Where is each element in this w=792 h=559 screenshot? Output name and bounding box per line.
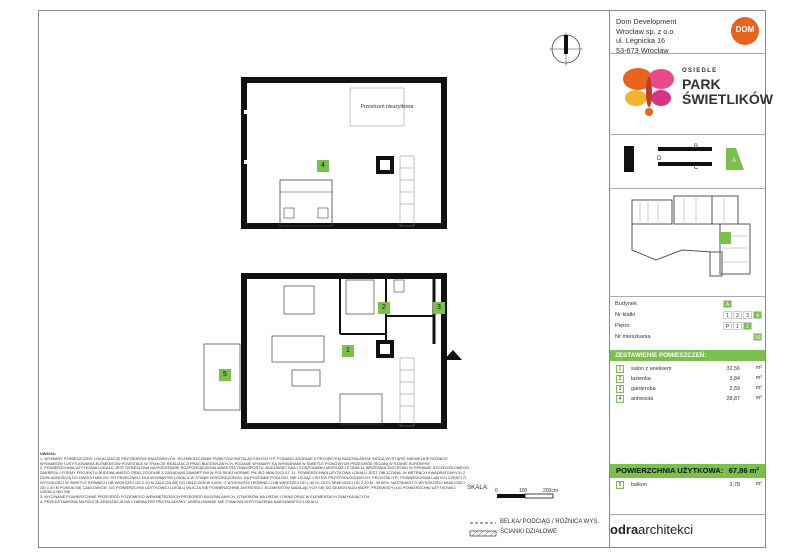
pietro-cell-selected: 2 <box>743 322 752 330</box>
klatka-cell-selected: 4 <box>753 311 762 319</box>
klatka-cell: 1 <box>723 311 732 319</box>
legend-walls: ŚCIANKI DZIAŁOWE <box>500 529 558 535</box>
notes-line: 3. PRZEDSTAWIONA NA RZUCIE ARANŻACJA MA CHARAKTER PRZYKŁADOWY, UMEBLOWANIE NIE STANOWI WYPOSAŻENIA NABYWANEGO LOKALU <box>40 498 319 504</box>
total-area-label: POWIERZCHNIA UŻYTKOWA: <box>616 466 724 475</box>
estate-osiedle: OSIEDLE <box>682 68 718 74</box>
room-name: łazienka <box>631 376 651 382</box>
architect-logo <box>610 522 693 537</box>
info-pietro-label: Piętro <box>615 323 630 329</box>
apartment-location-marker <box>719 232 731 244</box>
map-label-d: D <box>657 156 662 162</box>
divider <box>609 296 766 297</box>
unused-space-label: Przestrzeń nieużytkowa <box>360 104 414 110</box>
plan-room-4-label: 4 <box>317 160 329 172</box>
plan-room-5-label: 5 <box>219 369 231 381</box>
building-key-map <box>612 138 764 186</box>
room-row <box>611 375 764 384</box>
lower-floor-plan <box>204 276 462 426</box>
estate-swietlikow: ŚWIETLIKÓW <box>682 91 773 107</box>
company-block <box>616 17 676 55</box>
park-swietlikow-logo <box>621 62 773 132</box>
room-unit: m² <box>755 385 762 391</box>
room-name: garderoba <box>631 386 656 392</box>
company-city: 53-673 Wrocław <box>616 45 669 55</box>
room-number: 1 <box>616 365 624 373</box>
room-unit: m² <box>755 375 762 381</box>
north-compass-icon <box>547 30 585 68</box>
divider <box>609 514 766 515</box>
divider <box>609 134 766 135</box>
room-row <box>611 395 764 404</box>
room-number: 4 <box>616 395 624 403</box>
room-number: 3 <box>616 385 624 393</box>
company-legal: Wrocław sp. z o.o. <box>616 26 676 36</box>
notes-line: 1. WYMIARY POMIESZCZEŃ, LOKALIZACJĘ PRZYBORÓW SANITARNYCH, ROZMIESZCZENIE PUNKTÓW INSTALACYJNYCH ITP. PODANO ZGODNIE Z PROJEKTEM BUDOWLANYM. MOGĄ WYSTĄPIĆ NIEWIELKIE RÓŻNICE WYMIARÓW I USYTUOWANIA ELEMENTÓW POWSTAŁE W TRAKCIE REALIZACJI PRAC BUDOWLANYCH. PODANE WYMIARY SĄ WYMIARAMI W ŚWIETLE PIONOWYCH PRZEGRÓD (ŚCIAN) W STANIE SUROWYM <box>40 455 448 466</box>
info-mieszkanie-label: Nr mieszkania <box>615 334 651 340</box>
architect-regular: architekci <box>638 522 694 537</box>
room-name: balkon <box>631 482 647 488</box>
legend-beam: BELKA/ PODCIĄG / RÓŻNICA WYS. <box>500 519 600 525</box>
company-name: Dom Development <box>616 17 677 26</box>
info-budynek-label: Budynek <box>615 301 637 307</box>
room-number: 2 <box>616 375 624 383</box>
info-klatka-label: Nr klatki <box>615 312 636 318</box>
room-number: 5 <box>616 481 624 489</box>
scale-tick-0: 0 <box>495 488 498 494</box>
map-label-c: C <box>694 165 699 171</box>
scale-tick-200: 200cm <box>543 488 559 494</box>
budynek-cell: A <box>723 300 732 308</box>
room-row <box>611 385 764 394</box>
plan-room-1-label: 1 <box>342 345 354 357</box>
architect-bold: odra <box>610 522 639 537</box>
firefly-icon <box>621 62 677 122</box>
map-label-a: A <box>732 158 737 164</box>
notes-line: 2. POWIERZCHNIA UŻYTKOWA LOKALU JEST OKREŚLONA NA PODSTAWIE ROZPORZĄDZENIA MINISTRA TRANSPORTU, BUDOWNICTWA I GOSPODARKI MORSKIEJ Z DNIA 11 WRZEŚNIA 2020 ROKU W SPRAWIE SZCZEGÓŁOWEGO ZAKRESU I FORMY PROJEKTU BUDOWLANEGO ORAZ ZGODNIE Z ZASADAMI ZAWARTYMI W POLSKIEJ NORMIE PN-ISO 9836:2022-07. 11. POWIERZCHNIA UŻYTKOWA LOKALU JEST OBLICZANA: W METRACH KWADRATOWYCH Z DOKŁADNOŚCIĄ DO DWÓCH MIEJSC PO PRZECINKU, DLA WYMIARÓW LOKALU W STANIE WYKOŃCZONYM, NA POZIOMIE PODŁOGI, NIE LICZĄC LISTEW PRZYPODŁOGOWYCH, PROGÓW ITP.; POWIERZCHNIA LUB ICH CZĘŚCI O WYSOKOŚCI W ŚWIETLE RÓWNEJ LUB WIĘKSZEJ OD 2,20 M ZALICZA SIĘ DO OBLICZEŃ W 100%, O WYSOKOŚCI RÓWNEJ LUB WIĘKSZEJ OD 1,40 M, LECZ MNIEJSZEJ OD 2,20 M - W 50%, NATOMIAST O WYSOKOŚCI MNIEJSZEJ OD 1,40 M POMIJA SIĘ CAŁKOWICIE. DO POWIERZCHNI UŻYTKOWEJ LOKALU WLICZA SIĘ POWIERZCHNIĘ ANTRESOLI. ELEMENTÓW NADAJĄCYCH SIĘ DO DEMONTAŻU (BUFF, PRZEWODY) DO POWIERZCHNI UŻYTKOWEJ LOKALU NIE SIĘ <box>40 465 470 495</box>
plan-room-2-label: 2 <box>378 302 390 314</box>
room-unit: m² <box>755 395 762 401</box>
room-area: 28,87 <box>726 396 740 402</box>
room-unit: m² <box>755 481 762 487</box>
room-area: 3,78 <box>729 482 740 488</box>
notes-block <box>40 452 470 505</box>
company-street: ul. Legnicka 16 <box>616 36 666 45</box>
map-label-b: B <box>694 144 699 150</box>
total-area <box>610 464 765 478</box>
mieszkanie-cell: 36 <box>754 335 761 341</box>
divider <box>609 188 766 189</box>
pietro-cell: 1 <box>733 322 742 330</box>
scale-tick-100: 100 <box>519 488 528 494</box>
rooms-header: ZESTAWIENIE POMIESZCZEŃ: <box>610 350 765 361</box>
legend-symbols <box>468 519 498 539</box>
room-name: antresola <box>631 396 654 402</box>
plan-room-3-label: 3 <box>433 302 445 314</box>
dom-development-logo: DOM <box>731 17 759 45</box>
notes-line: 3. WYCINANE POWIERZCHNIE PRZEGRÓD POZIOMEGO WEWNĘTRZNYCH PRZEGRÓD BUDOWLANYCH, OTWORÓW NA DRZWI I OKNA ORAZ W ELEMENTACH ZAMYKAJĄCYCH <box>40 494 370 500</box>
room-area: 2,59 <box>729 386 740 392</box>
divider <box>609 53 766 54</box>
total-area-value: 67,86 m² <box>728 466 759 475</box>
notes-title: UWAGA: <box>40 451 57 456</box>
floor-key-map <box>612 190 764 292</box>
room-name: salon z aneksem <box>631 366 672 372</box>
pietro-cell: P <box>723 322 732 330</box>
room-area: 3,84 <box>729 376 740 382</box>
room-row <box>611 365 764 374</box>
room-area: 32,56 <box>726 366 740 372</box>
klatka-cell: 2 <box>733 311 742 319</box>
balcony-row <box>611 481 764 490</box>
estate-park: PARK <box>682 76 721 92</box>
scale-label: SKALA: <box>467 484 489 491</box>
room-unit: m² <box>755 365 762 371</box>
klatka-cell: 3 <box>743 311 752 319</box>
floor-plan <box>200 72 480 438</box>
mezzanine-plan <box>244 80 444 226</box>
